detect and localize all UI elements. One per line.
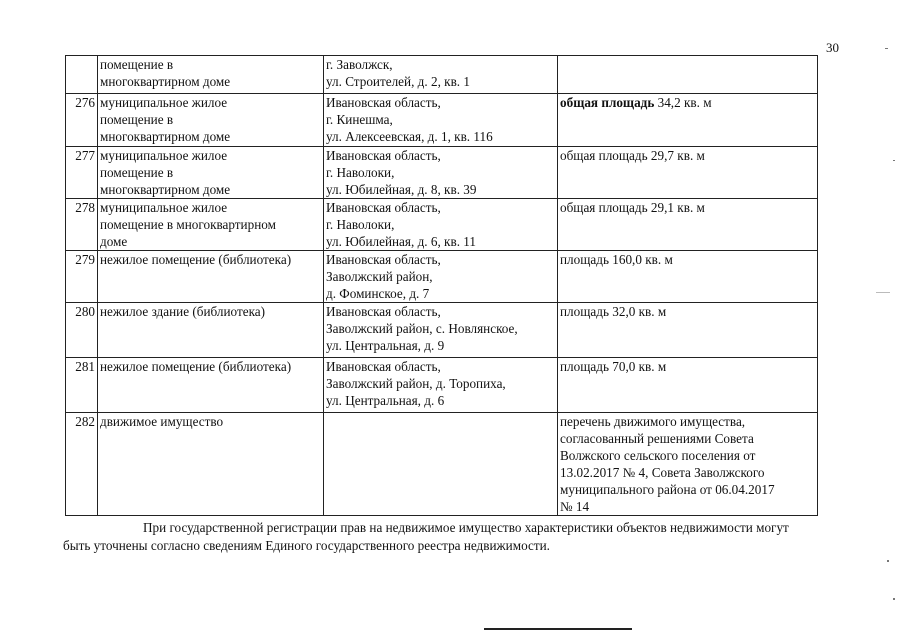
address-line: Ивановская область, [326,304,441,319]
object-name-line: нежилое помещение (библиотека) [100,359,292,374]
row-number: 278 [66,199,98,251]
table-row [66,147,818,199]
row-number: 280 [66,303,98,358]
address-line: г. Наволоки, [326,165,395,180]
object-name-line: многоквартирном доме [100,74,231,89]
address-line: г. Наволоки, [326,217,395,232]
characteristics-line: площадь 32,0 кв. м [560,304,667,319]
object-name-cell [98,94,324,147]
object-name-cell [98,147,324,199]
characteristics-cell [558,56,818,94]
characteristics-line: 13.02.2017 № 4, Совета Заволжского [560,465,765,480]
object-name-line: помещение в [100,112,174,127]
table-row [66,56,818,94]
characteristics-line: площадь 70,0 кв. м [560,359,667,374]
object-name-line: движимое имущество [100,414,224,429]
object-name-line: нежилое помещение (библиотека) [100,252,292,267]
scan-speck [885,48,888,49]
address-line: Ивановская область, [326,95,441,110]
row-number: 281 [66,358,98,413]
address-line: Ивановская область, [326,200,441,215]
characteristics-line: согласованный решениями Совета [560,431,754,446]
table-row [66,413,818,516]
characteristics-cell [558,303,818,358]
page-number: 30 [826,40,839,55]
object-name-cell [98,251,324,303]
row-number: 279 [66,251,98,303]
address-line: Ивановская область, [326,252,441,267]
object-name-line: многоквартирном доме [100,182,231,197]
row-number: 276 [66,94,98,147]
characteristics-line: общая площадь 34,2 кв. м [560,95,712,110]
object-name-line: многоквартирном доме [100,129,231,144]
characteristics-cell [558,147,818,199]
object-name-line: доме [100,234,128,249]
address-cell [324,94,558,147]
address-line: г. Кинешма, [326,112,393,127]
address-cell [324,303,558,358]
address-line: Заволжский район, с. Новлянское, [326,321,518,336]
property-registry-table [65,55,818,516]
table-row [66,94,818,147]
characteristics-cell [558,94,818,147]
scan-speck [893,160,895,161]
table-row [66,303,818,358]
address-cell [324,147,558,199]
characteristics-cell [558,199,818,251]
object-name-cell [98,303,324,358]
object-name-line: помещение в [100,165,174,180]
object-name-line: муниципальное жилое [100,200,228,215]
address-cell [324,358,558,413]
object-name-line: муниципальное жилое [100,148,228,163]
object-name-cell [98,358,324,413]
characteristics-line: № 14 [560,499,590,514]
address-line: ул. Центральная, д. 6 [326,393,445,408]
object-name-line: помещение в [100,57,174,72]
address-cell [324,199,558,251]
address-line: ул. Юбилейная, д. 6, кв. 11 [326,234,476,249]
row-number [66,56,98,94]
scan-speck [887,560,889,562]
address-line: ул. Строителей, д. 2, кв. 1 [326,74,470,89]
characteristics-line: общая площадь 29,1 кв. м [560,200,705,215]
characteristics-cell [558,413,818,516]
object-name-cell [98,56,324,94]
address-line: г. Заволжск, [326,57,393,72]
address-cell [324,413,558,516]
characteristics-line: муниципального района от 06.04.2017 [560,482,775,497]
row-number: 282 [66,413,98,516]
object-name-cell [98,199,324,251]
address-cell [324,251,558,303]
table-row [66,251,818,303]
object-name-line: нежилое здание (библиотека) [100,304,266,319]
address-line: д. Фоминское, д. 7 [326,286,430,301]
registration-note [63,519,823,555]
registry-body [66,56,818,516]
scan-speck [876,292,890,293]
scan-speck [893,598,895,600]
characteristics-line: площадь 160,0 кв. м [560,252,673,267]
row-number: 277 [66,147,98,199]
characteristics-cell [558,358,818,413]
address-line: Заволжский район, д. Торопиха, [326,376,506,391]
address-line: Ивановская область, [326,148,441,163]
object-name-line: муниципальное жилое [100,95,228,110]
address-line: Заволжский район, [326,269,433,284]
characteristics-line: общая площадь 29,7 кв. м [560,148,705,163]
address-line: ул. Центральная, д. 9 [326,338,445,353]
characteristics-cell [558,251,818,303]
table-row [66,199,818,251]
characteristics-line: перечень движимого имущества, [560,414,746,429]
address-line: Ивановская область, [326,359,441,374]
bottom-rule [484,628,632,630]
object-name-line: помещение в многоквартирном [100,217,276,232]
object-name-cell [98,413,324,516]
table-row [66,358,818,413]
registration-note-line-1: При государственной регистрации прав на недвижимое имущество характеристики объектов недвижимости могут [143,520,789,535]
registration-note-line-2: быть уточнены согласно сведениям Единого государственного реестра недвижимости. [63,538,550,553]
address-line: ул. Алексеевская, д. 1, кв. 116 [326,129,493,144]
characteristics-line: Волжского сельского поселения от [560,448,756,463]
address-cell [324,56,558,94]
address-line: ул. Юбилейная, д. 8, кв. 39 [326,182,477,197]
